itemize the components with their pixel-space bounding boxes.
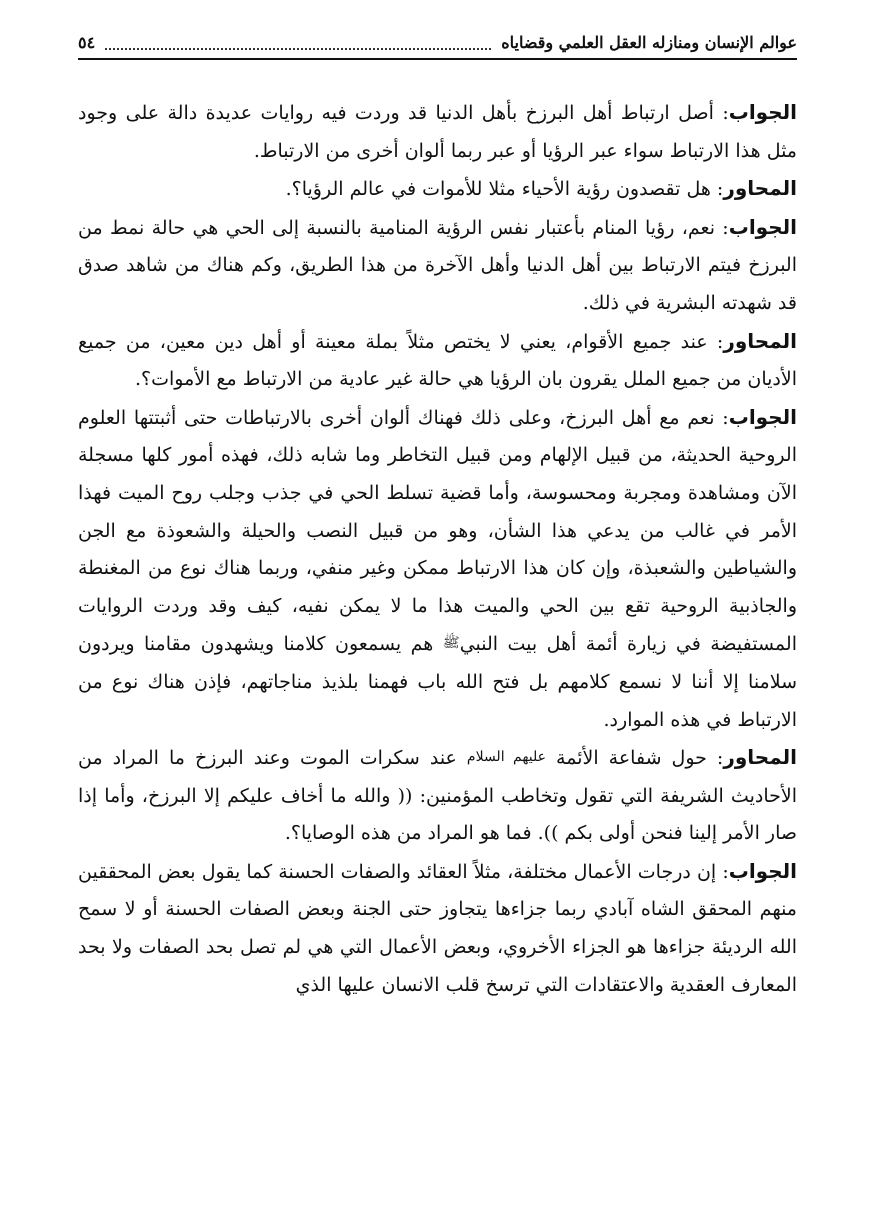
speaker-label: الجواب (728, 100, 797, 124)
paragraph-text: : أصل ارتباط أهل البرزخ بأهل الدنيا قد وردت فيه روايات عديدة دالة على وجود مثل هذا الارتباط سواء عبر الرؤيا أو عبر ربما ألوان أخرى من الارتباط. (78, 102, 797, 162)
dialogue-paragraph (78, 739, 797, 853)
page-number: ٥٤ (78, 33, 96, 52)
header-dot-leader (105, 36, 491, 50)
dialogue-paragraph (78, 209, 797, 323)
dialogue-paragraph (78, 170, 797, 209)
speaker-label: الجواب (728, 404, 797, 429)
paragraph-text: : نعم مع أهل البرزخ، وعلى ذلك فهناك ألوان أخرى بالارتباطات حتى أثبتتها العلوم الروحية الحديثة، من قبيل الإلهام ومن قبيل التخاطر وما شابه ذلك، فهذه أمور كلها مسجلة الآن ومشاهدة ومجربة ومحسوسة، وأما قضية تسلط الحي في جذب وجلب روح الميت فهذا الأمر في غالب من يدعي هذا الشأن، وهو من قبيل النصب والحيلة والشعوذة مع الجن والشياطين والشعبذة، وإن كان هذا الارتباط ممكن وغير منفي، وربما هناك نوع من المغنطة والجاذبية الروحية تقع بين الحي والميت هذا ما لا يمكن نفيه، كيف وقد وردت الروايات المستفيضة في زيارة أئمة أهل بيت النبي (78, 406, 797, 656)
speaker-label: الجواب (728, 214, 797, 239)
paragraph-text-continued: هم يسمعون كلامنا ويشهدون مقامنا ويردون سلامنا إلا أننا لا نسمع كلامهم بل فتح الله باب فهمنا بلذيذ مناجاتهم، فإذن هناك نوع من الارتباط في هذه الموارد. (78, 633, 797, 731)
dialogue-paragraph (78, 94, 797, 170)
honorific-symbol: عليهم السلام (466, 749, 547, 766)
paragraph-text: : حول شفاعة الأئمة (556, 747, 724, 770)
paragraph-text: : نعم، رؤيا المنام بأعتبار نفس الرؤية المنامية بالنسبة إلى الحي هي حالة نمط من البرزخ فيتم الارتباط بين أهل الدنيا وأهل الآخرة من هذا الطريق، وكم هناك من شاهد صدق قد شهدته البشرية في ذلك. (78, 216, 797, 314)
header-title: عوالم الإنسان ومنازله العقل العلمي وقضاياه (501, 33, 797, 52)
paragraph-text: : إن درجات الأعمال مختلفة، مثلاً العقائد والصفات الحسنة كما يقول بعض المحققين منهم المحقق الشاه آبادي ربما جزاءها يتجاوز حتى الجنة وبعض الصفات الحسنة أو لا سمح الله الرديئة جزاءها هو الجزاء الأخروي، وبعض الأعمال التي هي لم تصل بحد الصفات ولا بحد المعارف العقدية والاعتقادات التي ترسخ قلب الانسان عليها الذي (78, 860, 797, 996)
running-header (78, 28, 797, 60)
speaker-label: المحاور (723, 176, 797, 201)
dialogue-paragraph (78, 323, 797, 399)
speaker-label: الجواب (728, 858, 797, 883)
paragraph-text: : عند جميع الأقوام، يعني لا يختص مثلاً بملة معينة أو أهل دين معين، من جميع الأديان من جميع الملل يقرون بان الرؤيا هي حالة غير عادية من الارتباط مع الأموات؟. (78, 330, 797, 391)
speaker-label: المحاور (723, 328, 797, 353)
dialogue-paragraph (78, 399, 797, 739)
speaker-label: المحاور (723, 745, 797, 770)
book-page (78, 28, 797, 1209)
honorific-symbol: ﷺ (442, 635, 460, 652)
dialogue-paragraph (78, 853, 797, 1004)
paragraph-text-continued: عند سكرات الموت وعند البرزخ ما المراد من الأحاديث الشريفة التي تقول وتخاطب المؤمنين: (( والله ما أخاف عليكم إلا البرزخ، وأما إذا صار الأمر إلينا فنحن أولى بكم )). فما هو المراد من هذه الوصايا؟. (78, 747, 797, 845)
paragraph-text: : هل تقصدون رؤية الأحياء مثلا للأموات في عالم الرؤيا؟. (285, 178, 724, 201)
dialogue-body (78, 94, 797, 1004)
